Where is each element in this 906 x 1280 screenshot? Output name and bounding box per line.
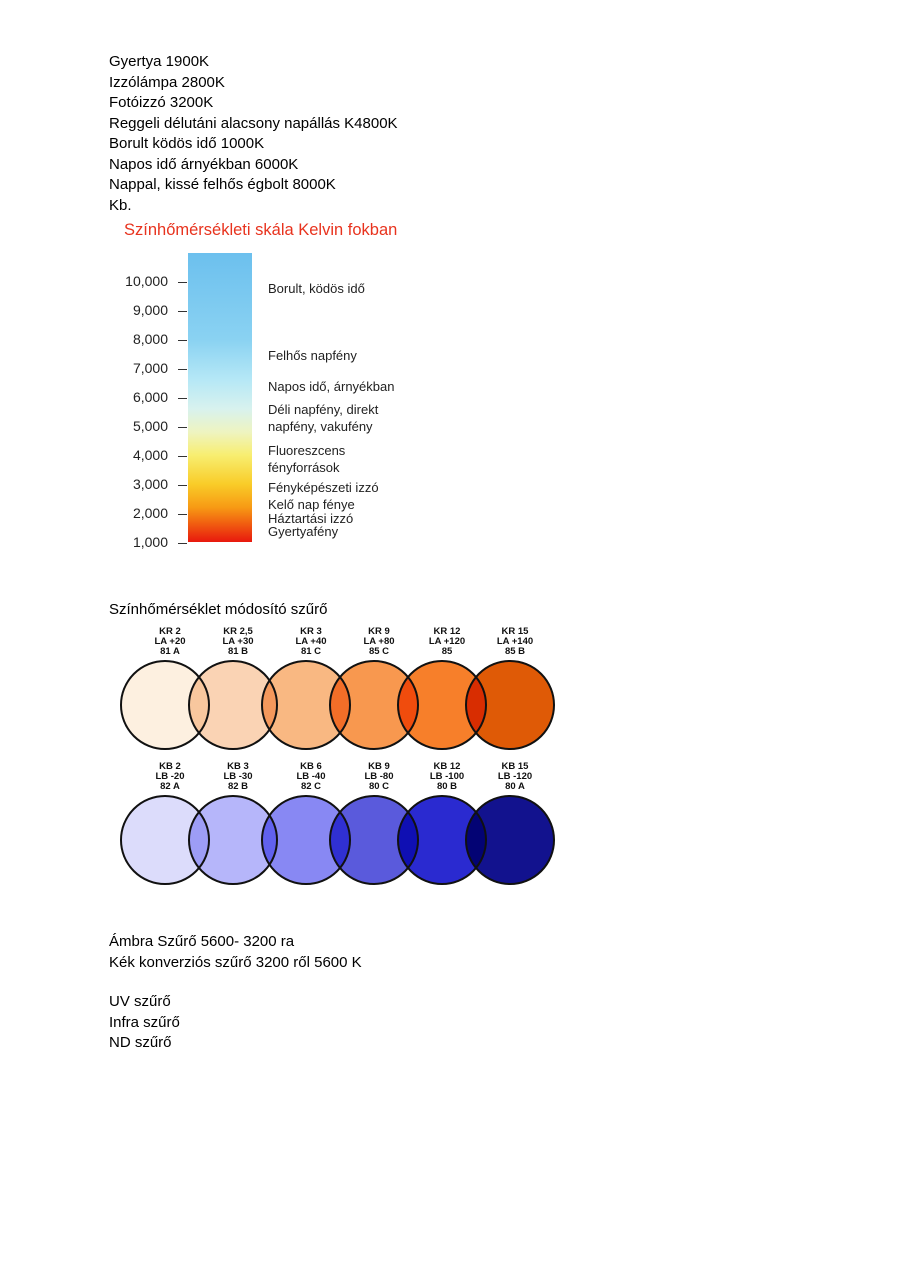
- cool-filter-label: [276, 762, 346, 792]
- tick-label-4000: 4,000: [132, 447, 168, 463]
- amber-filter-line: Ámbra Szűrő 5600- 3200 ra: [109, 933, 295, 950]
- cool-filter-label-line: 82 C: [300, 781, 322, 792]
- cool-filter-label: [344, 762, 414, 792]
- warm-filter-label-line: LA +40: [295, 636, 327, 647]
- warm-filter-label-line: KR 15: [501, 626, 529, 637]
- tick-label-10000: 10,000: [125, 273, 168, 289]
- warm-filter-label-line: LA +20: [154, 636, 186, 647]
- cool-filter-label-line: LB -120: [497, 771, 533, 782]
- warm-filter-label: [480, 627, 550, 657]
- cool-filter-label: [412, 762, 482, 792]
- tick-label-9000: 9,000: [132, 302, 168, 318]
- scale-desc-sunrise: Kelő nap fénye: [268, 497, 355, 512]
- nd-filter-line: ND szűrő: [109, 1034, 172, 1051]
- intro-line-approx: Kb.: [109, 197, 132, 214]
- scale-desc-fluorescent-sources: fényforrások: [268, 460, 340, 475]
- intro-line-shade: Napos idő árnyékban 6000K: [109, 156, 299, 173]
- tick-label-3000: 3,000: [132, 476, 168, 492]
- cool-filter-label: [480, 762, 550, 792]
- scale-desc-cloudy-sun: Felhős napfény: [268, 348, 357, 363]
- warm-filter-label: [203, 627, 273, 657]
- cool-filter-label: [203, 762, 273, 792]
- scale-desc-household-bulb: Háztartási izzó: [268, 511, 354, 526]
- scale-desc-noon-sun: Déli napfény, direkt: [268, 402, 379, 417]
- tick-label-8000: 8,000: [132, 331, 168, 347]
- warm-filter-label: [135, 627, 205, 657]
- cool-filter-label-line: 80 C: [368, 781, 390, 792]
- tick-label-1000: 1,000: [132, 534, 168, 550]
- warm-filter-label: [344, 627, 414, 657]
- cool-filter-label-line: LB -80: [364, 771, 394, 782]
- filter-section-title: Színhőmérséklet módosító szűrő: [109, 601, 328, 618]
- cool-filter-label-line: 82 A: [160, 781, 180, 792]
- warm-filter-label-line: 85 B: [504, 646, 526, 657]
- warm-filter-label-line: 85: [441, 646, 453, 657]
- intro-line-overcast: Borult ködös idő 1000K: [109, 135, 265, 152]
- intro-line-cloudy-sky: Nappal, kissé felhős égbolt 8000K: [109, 176, 336, 193]
- cool-filter-label-line: LB -40: [296, 771, 326, 782]
- cool-filter-label: [135, 762, 205, 792]
- scale-desc-flash: napfény, vakufény: [268, 419, 373, 434]
- tick-label-6000: 6,000: [132, 389, 168, 405]
- cool-filter-label-line: KB 3: [227, 761, 249, 772]
- tick-label-5000: 5,000: [132, 418, 168, 434]
- warm-filter-label-line: LA +140: [496, 636, 534, 647]
- scale-desc-fluorescent: Fluoreszcens: [268, 443, 346, 458]
- cool-filter-label-line: KB 6: [300, 761, 322, 772]
- cool-filter-label-line: KB 9: [368, 761, 390, 772]
- warm-filter-label-line: KR 9: [368, 626, 390, 637]
- warm-filter-label-line: KR 2,5: [223, 626, 253, 637]
- warm-filter-label-line: 85 C: [368, 646, 390, 657]
- warm-filter-label-line: 81 C: [300, 646, 322, 657]
- kelvin-scale-title: Színhőmérsékleti skála Kelvin fokban: [124, 221, 398, 239]
- infrared-filter-line: Infra szűrő: [109, 1014, 180, 1031]
- warm-filter-label: [412, 627, 482, 657]
- cool-filter-label-line: 80 A: [505, 781, 525, 792]
- intro-line-bulb: Izzólámpa 2800K: [109, 74, 225, 91]
- warm-filter-label-line: LA +120: [428, 636, 466, 647]
- cool-filter-label-line: KB 2: [159, 761, 181, 772]
- tick-label-2000: 2,000: [132, 505, 168, 521]
- warm-filter-label: [276, 627, 346, 657]
- warm-filter-label-line: LA +30: [222, 636, 254, 647]
- scale-desc-shade: Napos idő, árnyékban: [268, 379, 395, 394]
- warm-filter-label-line: 81 A: [160, 646, 180, 657]
- warm-filter-label-line: KR 2: [159, 626, 181, 637]
- cool-filter-label-line: LB -20: [155, 771, 185, 782]
- cool-filter-label-line: LB -100: [429, 771, 465, 782]
- scale-desc-candle: Gyertyafény: [268, 524, 339, 539]
- scale-desc-overcast: Borult, ködös idő: [268, 281, 365, 296]
- warm-filter-label-line: 81 B: [227, 646, 249, 657]
- intro-line-low-sun: Reggeli délutáni alacsony napállás K4800K: [109, 115, 398, 132]
- scale-desc-photo-bulb: Fényképészeti izzó: [268, 480, 379, 495]
- blue-conversion-filter-line: Kék konverziós szűrő 3200 ről 5600 K: [109, 954, 362, 971]
- warm-filter-label-line: KR 3: [300, 626, 322, 637]
- cool-filter-label-line: KB 12: [433, 761, 461, 772]
- intro-line-candle: Gyertya 1900K: [109, 53, 210, 70]
- cool-filter-label-line: 82 B: [227, 781, 249, 792]
- cool-filter-label-line: KB 15: [501, 761, 529, 772]
- intro-line-photo-bulb: Fotóizzó 3200K: [109, 94, 214, 111]
- tick-label-7000: 7,000: [132, 360, 168, 376]
- uv-filter-line: UV szűrő: [109, 993, 171, 1010]
- warm-filter-label-line: LA +80: [363, 636, 395, 647]
- cool-filter-label-line: LB -30: [223, 771, 253, 782]
- warm-filter-label-line: KR 12: [433, 626, 461, 637]
- cool-filter-label-line: 80 B: [436, 781, 458, 792]
